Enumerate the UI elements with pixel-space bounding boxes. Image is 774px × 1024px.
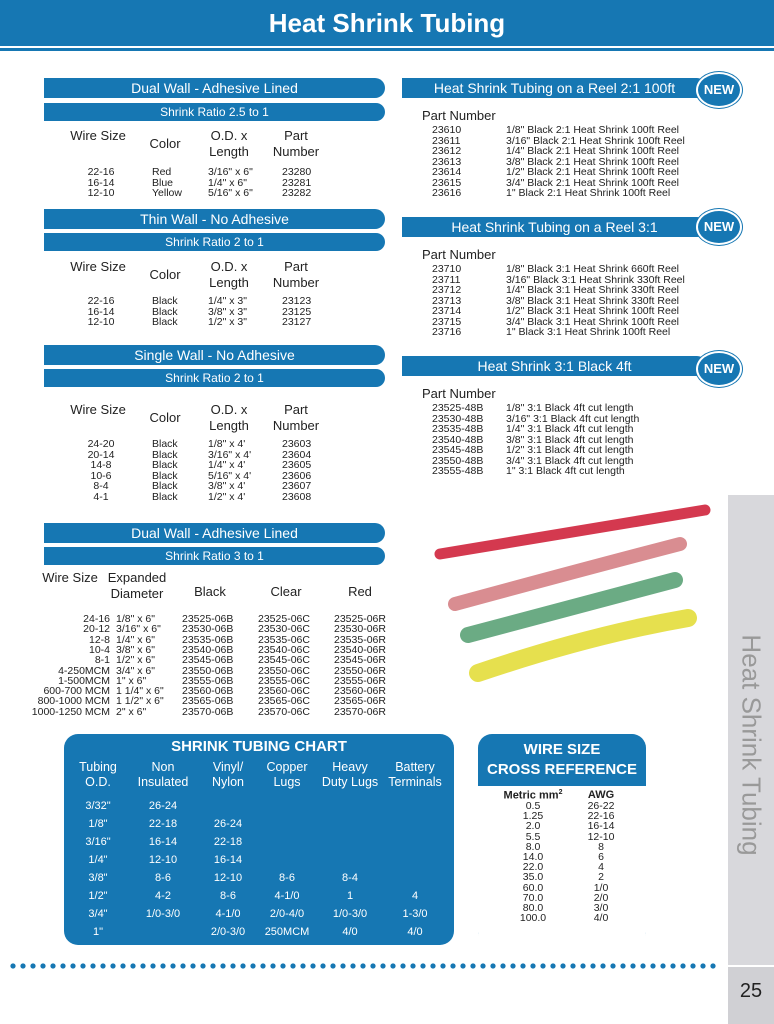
wire-awg-cell: 12-10: [587, 830, 615, 843]
header-color: Color: [149, 267, 181, 282]
table-cell: 800-1000 MCM: [37, 695, 110, 708]
chart-cell: 2/0-4/0: [269, 908, 305, 920]
header-part-number: Part Number: [272, 128, 320, 159]
table-cell: 23555-06R: [334, 674, 386, 687]
wire-metric-cell: 1.25: [522, 810, 544, 823]
table-cell: 23555-06B: [182, 674, 234, 687]
chart-cell: 16-14: [213, 854, 243, 866]
table-cell: 23612: [432, 145, 462, 157]
table-cell: 23525-06C: [258, 613, 310, 625]
wire-awg-cell: 8: [598, 840, 604, 853]
table-cell: 3/16" Black 2:1 Heat Shrink 100ft Reel: [506, 134, 685, 147]
table-cell: 23550-06C: [258, 664, 310, 677]
table-cell: 23550-06R: [334, 664, 386, 677]
table-header-dual-wall-1: [60, 128, 360, 168]
page-title: Heat Shrink Tubing: [268, 8, 506, 38]
shrink-tubing-chart: [64, 734, 454, 945]
table-cell: 1/4" Black 3:1 Heat Shrink 330ft Reel: [506, 284, 679, 296]
table-cell: 3/16" x 6": [116, 623, 161, 636]
table-cell: 23560-06B: [182, 685, 234, 698]
table-cell: 23611: [432, 134, 461, 147]
cross-reference-title: CROSS REFERENCE: [486, 761, 638, 778]
table-cell: 22-16: [87, 166, 115, 178]
table-cell: 3/8" Black 3:1 Heat Shrink 330ft Reel: [506, 294, 679, 307]
chart-header-cell: Tubing O.D.: [79, 760, 117, 789]
table-cell: 1/2" 3:1 Black 4ft cut length: [506, 444, 634, 456]
wire-metric-cell: 70.0: [522, 891, 544, 904]
table-cell: 23530-06B: [182, 623, 234, 636]
chart-cell: 4/0: [342, 926, 358, 938]
table-cell: 23710: [432, 263, 462, 275]
table-cell: 4-1: [93, 490, 109, 503]
table-cell: Black: [152, 438, 178, 450]
table-cell: 3/8" Black 2:1 Heat Shrink 100ft Reel: [506, 155, 679, 168]
table-thin-wall: [60, 296, 360, 328]
table-cell: 23550-06B: [182, 664, 234, 677]
chart-cell: 250MCM: [264, 926, 310, 938]
chart-cell: 8-6: [155, 872, 171, 884]
chart-cell: 4-2: [155, 890, 171, 902]
wire-metric-cell: 0.5: [525, 800, 541, 812]
table-cell: 23282: [282, 187, 312, 199]
chart-header-cell: Battery Terminals: [388, 760, 442, 789]
table-cell: 23525-06R: [334, 613, 386, 625]
chart-cell: 16-14: [148, 836, 178, 848]
table-cell: 12-10: [87, 316, 115, 328]
table-cell: 12-10: [87, 187, 115, 199]
chart-cell: 1/8": [88, 818, 108, 830]
new-badge: NEW: [696, 72, 742, 108]
table-cell: Black: [152, 459, 178, 471]
table-cell: 23711: [432, 273, 461, 286]
table-cell: 23565-06R: [334, 695, 386, 708]
chart-cell: 1": [92, 926, 104, 938]
table-header-thin-wall: [60, 259, 360, 299]
table-cell: 23127: [282, 316, 312, 328]
wire-size-cross-reference: [478, 734, 646, 945]
table-cell: 23123: [282, 295, 312, 307]
chart-cell: 22-18: [148, 818, 178, 830]
chart-cell: 22-18: [213, 836, 243, 848]
table-cell: 1/8" Black 3:1 Heat Shrink 660ft Reel: [506, 263, 679, 275]
table-cell: 24-16: [83, 613, 110, 625]
table-cell: 23570-06R: [334, 705, 386, 718]
table-cell: 3/4" x 6": [116, 664, 155, 677]
header-od-length: O.D. x Length: [209, 128, 249, 159]
table-cell: 23550-48B: [432, 454, 484, 467]
table-black-4ft: [432, 403, 722, 477]
table-cell: 23608: [282, 490, 312, 503]
table-cell: 1" x 6": [116, 674, 147, 687]
table-cell: 22-16: [87, 295, 115, 307]
table-cell: 23606: [282, 469, 312, 482]
table-cell: 1/2" Black 2:1 Heat Shrink 100ft Reel: [506, 166, 679, 178]
wire-size-title: WIRE SIZE: [523, 741, 601, 758]
table-cell: 1" Black 2:1 Heat Shrink 100ft Reel: [506, 187, 671, 199]
table-cell: 23607: [282, 480, 312, 492]
wire-metric-cell: 60.0: [522, 881, 544, 894]
header-od-length: O.D. x Length: [209, 402, 249, 433]
chart-cell: 8-6: [220, 890, 236, 902]
table-header-dual-wall-2: [30, 570, 400, 610]
header-wire-size: Wire Size: [70, 128, 126, 143]
table-cell: Red: [152, 166, 172, 178]
section-title-reel-3to1: Heat Shrink Tubing on a Reel 3:1: [402, 217, 707, 237]
header-wire-size: Wire Size: [42, 570, 98, 585]
table-cell: 23713: [432, 294, 462, 307]
header-part-number: Part Number: [272, 402, 320, 433]
table-cell: 20-12: [83, 623, 110, 636]
table-cell: 3/8" x 4': [208, 480, 246, 492]
table-cell: 1/8" 3:1 Black 4ft cut length: [506, 402, 634, 414]
table-cell: 23540-48B: [432, 433, 484, 446]
table-cell: 5/16" x 6": [208, 187, 253, 199]
table-cell: 4-250MCM: [58, 664, 110, 677]
table-cell: 23535-06B: [182, 633, 234, 646]
table-cell: 23604: [282, 448, 312, 461]
wire-metric-cell: 14.0: [522, 851, 544, 863]
table-cell: Yellow: [152, 187, 182, 199]
chart-cell: 26-24: [213, 818, 243, 830]
ratio-bar-dual-wall-1: Shrink Ratio 2.5 to 1: [44, 103, 385, 121]
ratio-bar-thin-wall: Shrink Ratio 2 to 1: [44, 233, 385, 251]
table-cell: 23525-48B: [432, 402, 484, 414]
table-cell: 1" Black 3:1 Heat Shrink 100ft Reel: [506, 326, 671, 338]
table-cell: 1/4" Black 2:1 Heat Shrink 100ft Reel: [506, 145, 679, 157]
table-cell: 23540-06B: [182, 643, 234, 656]
wire-awg-cell: 2/0: [593, 891, 609, 904]
wire-metric-cell: 100.0: [519, 912, 547, 925]
header-wire-size: Wire Size: [70, 402, 126, 417]
wire-awg-cell: 16-14: [587, 820, 615, 833]
table-cell: 2" x 6": [116, 705, 147, 718]
table-cell: 23125: [282, 305, 312, 318]
chart-cell: 3/32": [85, 800, 111, 812]
table-cell: Blue: [152, 176, 174, 189]
table-cell: 12-8: [88, 633, 110, 646]
table-cell: 1/8" x 4': [208, 438, 246, 450]
wire-awg-cell: 6: [598, 851, 604, 863]
table-cell: 23570-06B: [182, 705, 234, 718]
table-cell: 16-14: [87, 176, 115, 189]
table-cell: 1/2" x 4': [208, 490, 246, 503]
chart-cell: 3/8": [88, 872, 108, 884]
table-cell: 1/2" x 6": [116, 654, 155, 667]
table-cell: 3/4" 3:1 Black 4ft cut length: [506, 454, 634, 467]
header-od-length: O.D. x Length: [209, 259, 249, 290]
part-number-label: Part Number: [422, 247, 496, 262]
table-cell: 23610: [432, 124, 462, 136]
table-cell: 3/4" Black 3:1 Heat Shrink 100ft Reel: [506, 315, 679, 328]
chart-cell: 1-3/0: [402, 908, 428, 920]
chart-cell: 4-1/0: [215, 908, 241, 920]
table-cell: 23614: [432, 166, 462, 178]
chart-cell: 8-6: [279, 872, 295, 884]
wire-awg-cell: 4/0: [593, 912, 609, 925]
table-cell: 23570-06C: [258, 705, 310, 718]
table-cell: 3/4" Black 2:1 Heat Shrink 100ft Reel: [506, 176, 679, 189]
table-cell: 1 1/4" x 6": [116, 685, 164, 698]
table-cell: 600-700 MCM: [43, 685, 110, 698]
table-cell: 3/8" x 3": [208, 305, 247, 318]
table-cell: 10-6: [90, 469, 112, 482]
table-cell: 23616: [432, 187, 462, 199]
chart-cell: 1/2": [88, 890, 108, 902]
section-title-single-wall: Single Wall - No Adhesive: [44, 345, 385, 365]
table-cell: 14-8: [90, 459, 112, 471]
chart-title: SHRINK TUBING CHART: [171, 738, 347, 755]
header-black: Black: [194, 584, 226, 599]
table-cell: 3/16" Black 3:1 Heat Shrink 330ft Reel: [506, 273, 685, 286]
side-tab-text: Heat Shrink Tubing: [736, 634, 767, 856]
table-cell: 23555-06C: [258, 674, 310, 687]
table-cell: 23560-06R: [334, 685, 386, 698]
wire-metric-cell: 8.0: [525, 840, 541, 853]
chart-cell: 4-1/0: [274, 890, 300, 902]
table-cell: 8-1: [94, 654, 110, 667]
table-cell: 1-500MCM: [58, 674, 110, 687]
table-cell: 23555-48B: [432, 465, 484, 477]
part-number-label: Part Number: [422, 386, 496, 401]
chart-cell: 1: [346, 890, 354, 902]
table-cell: 23603: [282, 438, 312, 450]
table-cell: 23615: [432, 176, 462, 189]
wire-awg-cell: 2: [598, 871, 604, 884]
tubing-photo: [430, 500, 720, 700]
table-cell: 23540-06R: [334, 643, 386, 656]
table-cell: 3/16" x 6": [208, 166, 253, 178]
table-cell: 1" 3:1 Black 4ft cut length: [506, 465, 625, 477]
table-cell: 1/2" Black 3:1 Heat Shrink 100ft Reel: [506, 305, 679, 317]
section-title-dual-wall-1: Dual Wall - Adhesive Lined: [44, 78, 385, 98]
table-cell: Black: [152, 316, 178, 328]
table-cell: 1/2" x 3": [208, 316, 247, 328]
chart-cell: 2/0-3/0: [210, 926, 246, 938]
table-cell: 1/4" x 6": [208, 176, 247, 189]
wire-size-table: [478, 786, 646, 946]
header-color: Color: [149, 136, 181, 151]
section-title-black-4ft: Heat Shrink 3:1 Black 4ft: [402, 356, 707, 376]
chart-header-cell: Heavy Duty Lugs: [321, 760, 379, 789]
chart-headers: [72, 760, 448, 790]
chart-header-cell: Vinyl/ Nylon: [212, 760, 244, 789]
table-cell: 3/8" x 6": [116, 643, 155, 656]
chart-cell: 12-10: [213, 872, 243, 884]
table-cell: Black: [152, 480, 178, 492]
table-cell: 1000-1250 MCM: [31, 705, 110, 718]
table-cell: 1/8" x 6": [116, 613, 155, 625]
table-cell: Black: [152, 469, 178, 482]
wire-metric-cell: 80.0: [522, 902, 544, 914]
header-wire-size: Wire Size: [70, 259, 126, 274]
chart-cell: 1/4": [88, 854, 108, 866]
chart-header-cell: Copper Lugs: [266, 760, 308, 789]
dotted-divider: [8, 963, 720, 969]
table-dual-wall-1: [60, 167, 360, 199]
table-cell: 23525-06B: [182, 613, 234, 625]
chart-cell: 4: [411, 890, 419, 902]
header-awg: AWG: [587, 789, 615, 801]
table-cell: 23280: [282, 166, 312, 178]
chart-header-cell: Non Insulated: [137, 760, 189, 789]
table-cell: 23535-48B: [432, 423, 484, 435]
table-dual-wall-2: [30, 614, 400, 717]
table-cell: 23545-06R: [334, 654, 386, 667]
header-clear: Clear: [270, 584, 302, 599]
table-cell: 23605: [282, 459, 312, 471]
section-title-thin-wall: Thin Wall - No Adhesive: [44, 209, 385, 229]
table-cell: 23613: [432, 155, 462, 168]
table-cell: 1/4" 3:1 Black 4ft cut length: [506, 423, 634, 435]
section-title-reel-2to1: Heat Shrink Tubing on a Reel 2:1 100ft: [402, 78, 707, 98]
table-cell: 1/8" Black 2:1 Heat Shrink 100ft Reel: [506, 124, 679, 136]
table-reel-3to1: [432, 264, 722, 338]
table-cell: 23530-06R: [334, 623, 386, 636]
wire-metric-cell: 22.0: [522, 861, 544, 874]
new-badge: NEW: [696, 209, 742, 245]
ratio-bar-single-wall: Shrink Ratio 2 to 1: [44, 369, 385, 387]
table-cell: 3/8" 3:1 Black 4ft cut length: [506, 433, 634, 446]
wire-awg-cell: 22-16: [587, 810, 615, 823]
table-cell: 23716: [432, 326, 462, 338]
table-cell: 20-14: [87, 448, 115, 461]
wire-awg-cell: 3/0: [593, 902, 609, 914]
wire-awg-cell: 26-22: [587, 800, 615, 812]
section-title-dual-wall-2: Dual Wall - Adhesive Lined: [44, 523, 385, 543]
table-cell: 1 1/2" x 6": [116, 695, 164, 708]
table-cell: 23715: [432, 315, 462, 328]
chart-cell: 8-4: [342, 872, 358, 884]
table-cell: 23281: [282, 176, 312, 189]
table-cell: 1/4" x 3": [208, 295, 247, 307]
table-cell: 8-4: [93, 480, 109, 492]
table-cell: 23712: [432, 284, 462, 296]
table-cell: 23535-06R: [334, 633, 386, 646]
wire-awg-cell: 1/0: [593, 881, 609, 894]
header-divider: [0, 48, 774, 51]
table-cell: 23565-06B: [182, 695, 234, 708]
new-badge: NEW: [696, 351, 742, 387]
table-cell: 23545-06C: [258, 654, 310, 667]
table-cell: 1/4" x 4': [208, 459, 246, 471]
table-cell: 10-4: [88, 643, 110, 656]
wire-metric-cell: 35.0: [522, 871, 544, 884]
ratio-bar-dual-wall-2: Shrink Ratio 3 to 1: [44, 547, 385, 565]
header-metric-label: Metric mm: [503, 789, 559, 802]
table-cell: 24-20: [87, 438, 115, 450]
table-cell: Black: [152, 490, 178, 503]
header-expanded-diameter: Expanded Diameter: [107, 570, 167, 601]
table-cell: 23560-06C: [258, 685, 310, 698]
part-number-label: Part Number: [422, 108, 496, 123]
chart-cell: 1/0-3/0: [332, 908, 368, 920]
chart-cell: 1/0-3/0: [145, 908, 181, 920]
table-cell: 23535-06C: [258, 633, 310, 646]
page-number: 25: [739, 980, 763, 1002]
header-metric-sup: 2: [558, 789, 563, 796]
header-color: Color: [149, 410, 181, 425]
table-cell: 5/16" x 4': [208, 469, 252, 482]
chart-cell: 3/4": [88, 908, 108, 920]
table-cell: 23545-48B: [432, 444, 484, 456]
wire-metric-cell: 5.5: [525, 830, 541, 843]
chart-cell: 12-10: [148, 854, 178, 866]
wire-metric-cell: 2.0: [525, 820, 541, 833]
table-cell: 23545-06B: [182, 654, 234, 667]
table-cell: 23530-06C: [258, 623, 310, 636]
table-single-wall: [60, 439, 360, 502]
table-cell: 3/16" x 4': [208, 448, 252, 461]
table-cell: Black: [152, 448, 178, 461]
table-cell: Black: [152, 305, 178, 318]
chart-cell: 3/16": [85, 836, 111, 848]
header-red: Red: [348, 584, 372, 599]
table-cell: 3/16" 3:1 Black 4ft cut length: [506, 412, 640, 425]
chart-cell: 4/0: [407, 926, 423, 938]
chart-cell: 26-24: [148, 800, 178, 812]
table-reel-2to1: [432, 125, 722, 199]
table-cell: 23530-48B: [432, 412, 484, 425]
table-cell: Black: [152, 295, 178, 307]
header-part-number: Part Number: [272, 259, 320, 290]
table-cell: 1/4" x 6": [116, 633, 155, 646]
table-cell: 23565-06C: [258, 695, 310, 708]
table-cell: 23540-06C: [258, 643, 310, 656]
wire-awg-cell: 4: [598, 861, 604, 874]
table-cell: 16-14: [87, 305, 115, 318]
table-header-single-wall: [60, 402, 360, 442]
table-cell: 23714: [432, 305, 462, 317]
